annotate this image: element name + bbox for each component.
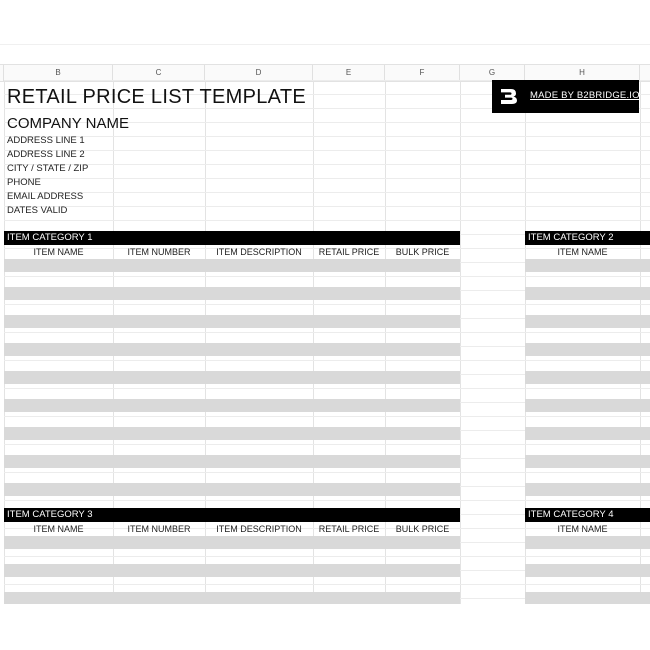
shaded-row[interactable] (525, 259, 650, 272)
column-header-c[interactable]: C (113, 65, 205, 81)
grid-hline (4, 150, 650, 151)
grid-hline (4, 206, 650, 207)
grid-hline (4, 164, 650, 165)
shaded-row[interactable] (4, 455, 460, 468)
category-1-column-labels (0, 245, 460, 259)
grid-hline (4, 556, 650, 557)
b2bridge-logo-icon (498, 85, 520, 107)
grid-vline (640, 80, 641, 604)
category-3-header[interactable] (4, 508, 460, 522)
shaded-row[interactable] (4, 536, 460, 549)
grid-hline (4, 360, 650, 361)
address-line-2-cell[interactable]: ADDRESS LINE 2 (7, 149, 85, 160)
grid-hline (4, 500, 650, 501)
grid-hline (4, 304, 650, 305)
category-1-label: ITEM CATEGORY 1 (7, 232, 93, 243)
col-item-number[interactable]: ITEM NUMBER (127, 524, 191, 534)
grid-hline (4, 388, 650, 389)
grid-hline (4, 416, 650, 417)
category-2-header[interactable] (525, 231, 650, 245)
category-2-column-labels (525, 245, 640, 259)
col-item-description[interactable]: ITEM DESCRIPTION (216, 524, 302, 534)
col-retail-price[interactable]: RETAIL PRICE (318, 524, 380, 534)
col-item-name[interactable]: ITEM NAME (557, 524, 608, 534)
phone-cell[interactable]: PHONE (7, 177, 41, 188)
shaded-row[interactable] (4, 343, 460, 356)
shaded-row[interactable] (4, 259, 460, 272)
email-address-cell[interactable]: EMAIL ADDRESS (7, 191, 84, 202)
column-header-f[interactable]: F (385, 65, 460, 81)
shaded-row[interactable] (525, 564, 650, 577)
category-3-label: ITEM CATEGORY 3 (7, 509, 93, 520)
company-name-cell[interactable]: COMPANY NAME (7, 115, 129, 132)
shaded-row[interactable] (4, 287, 460, 300)
col-bulk-price[interactable]: BULK PRICE (395, 247, 450, 257)
grid-hline (4, 220, 650, 221)
grid-vline (460, 80, 461, 604)
col-item-name[interactable]: ITEM NAME (557, 247, 608, 257)
col-item-name[interactable]: ITEM NAME (33, 524, 84, 534)
shaded-row[interactable] (525, 399, 650, 412)
shaded-row[interactable] (4, 371, 460, 384)
shaded-row[interactable] (525, 371, 650, 384)
brand-banner[interactable] (492, 80, 639, 113)
grid-hline (4, 136, 650, 137)
shaded-row[interactable] (4, 315, 460, 328)
dates-valid-cell[interactable]: DATES VALID (7, 205, 68, 216)
grid-hline (4, 332, 650, 333)
address-line-1-cell[interactable]: ADDRESS LINE 1 (7, 135, 85, 146)
category-4-header[interactable] (525, 508, 650, 522)
col-item-name[interactable]: ITEM NAME (33, 247, 84, 257)
grid-hline (4, 472, 650, 473)
shaded-row[interactable] (4, 427, 460, 440)
column-header-d[interactable]: D (205, 65, 313, 81)
column-header-i[interactable] (640, 65, 650, 81)
grid-hline (4, 276, 650, 277)
col-bulk-price[interactable]: BULK PRICE (395, 524, 450, 534)
col-item-number[interactable]: ITEM NUMBER (127, 247, 191, 257)
category-1-header[interactable] (4, 231, 460, 245)
shaded-row[interactable] (525, 287, 650, 300)
column-header-e[interactable]: E (313, 65, 385, 81)
shaded-row[interactable] (525, 455, 650, 468)
shaded-row[interactable] (4, 483, 460, 496)
column-header-h[interactable]: H (525, 65, 640, 81)
sheet-bottom (0, 604, 650, 650)
shaded-row[interactable] (525, 483, 650, 496)
formula-bar-area (0, 44, 650, 65)
shaded-row[interactable] (525, 315, 650, 328)
shaded-row[interactable] (525, 343, 650, 356)
category-2-label: ITEM CATEGORY 2 (528, 232, 614, 243)
grid-hline (4, 444, 650, 445)
category-4-label: ITEM CATEGORY 4 (528, 509, 614, 520)
grid-hline (4, 178, 650, 179)
col-item-description[interactable]: ITEM DESCRIPTION (216, 247, 302, 257)
shaded-row[interactable] (525, 427, 650, 440)
shaded-row[interactable] (4, 564, 460, 577)
col-retail-price[interactable]: RETAIL PRICE (318, 247, 380, 257)
category-3-column-labels (0, 522, 460, 536)
shaded-row[interactable] (4, 399, 460, 412)
category-4-column-labels (525, 522, 640, 536)
column-header-g[interactable]: G (460, 65, 525, 81)
city-state-zip-cell[interactable]: CITY / STATE / ZIP (7, 163, 89, 174)
grid-hline (4, 584, 650, 585)
column-header-b[interactable]: B (4, 65, 113, 81)
page-title[interactable]: RETAIL PRICE LIST TEMPLATE (7, 86, 306, 108)
made-by-link[interactable]: MADE BY B2BRIDGE.IO (530, 90, 640, 101)
shaded-row[interactable] (525, 536, 650, 549)
grid-hline (4, 192, 650, 193)
